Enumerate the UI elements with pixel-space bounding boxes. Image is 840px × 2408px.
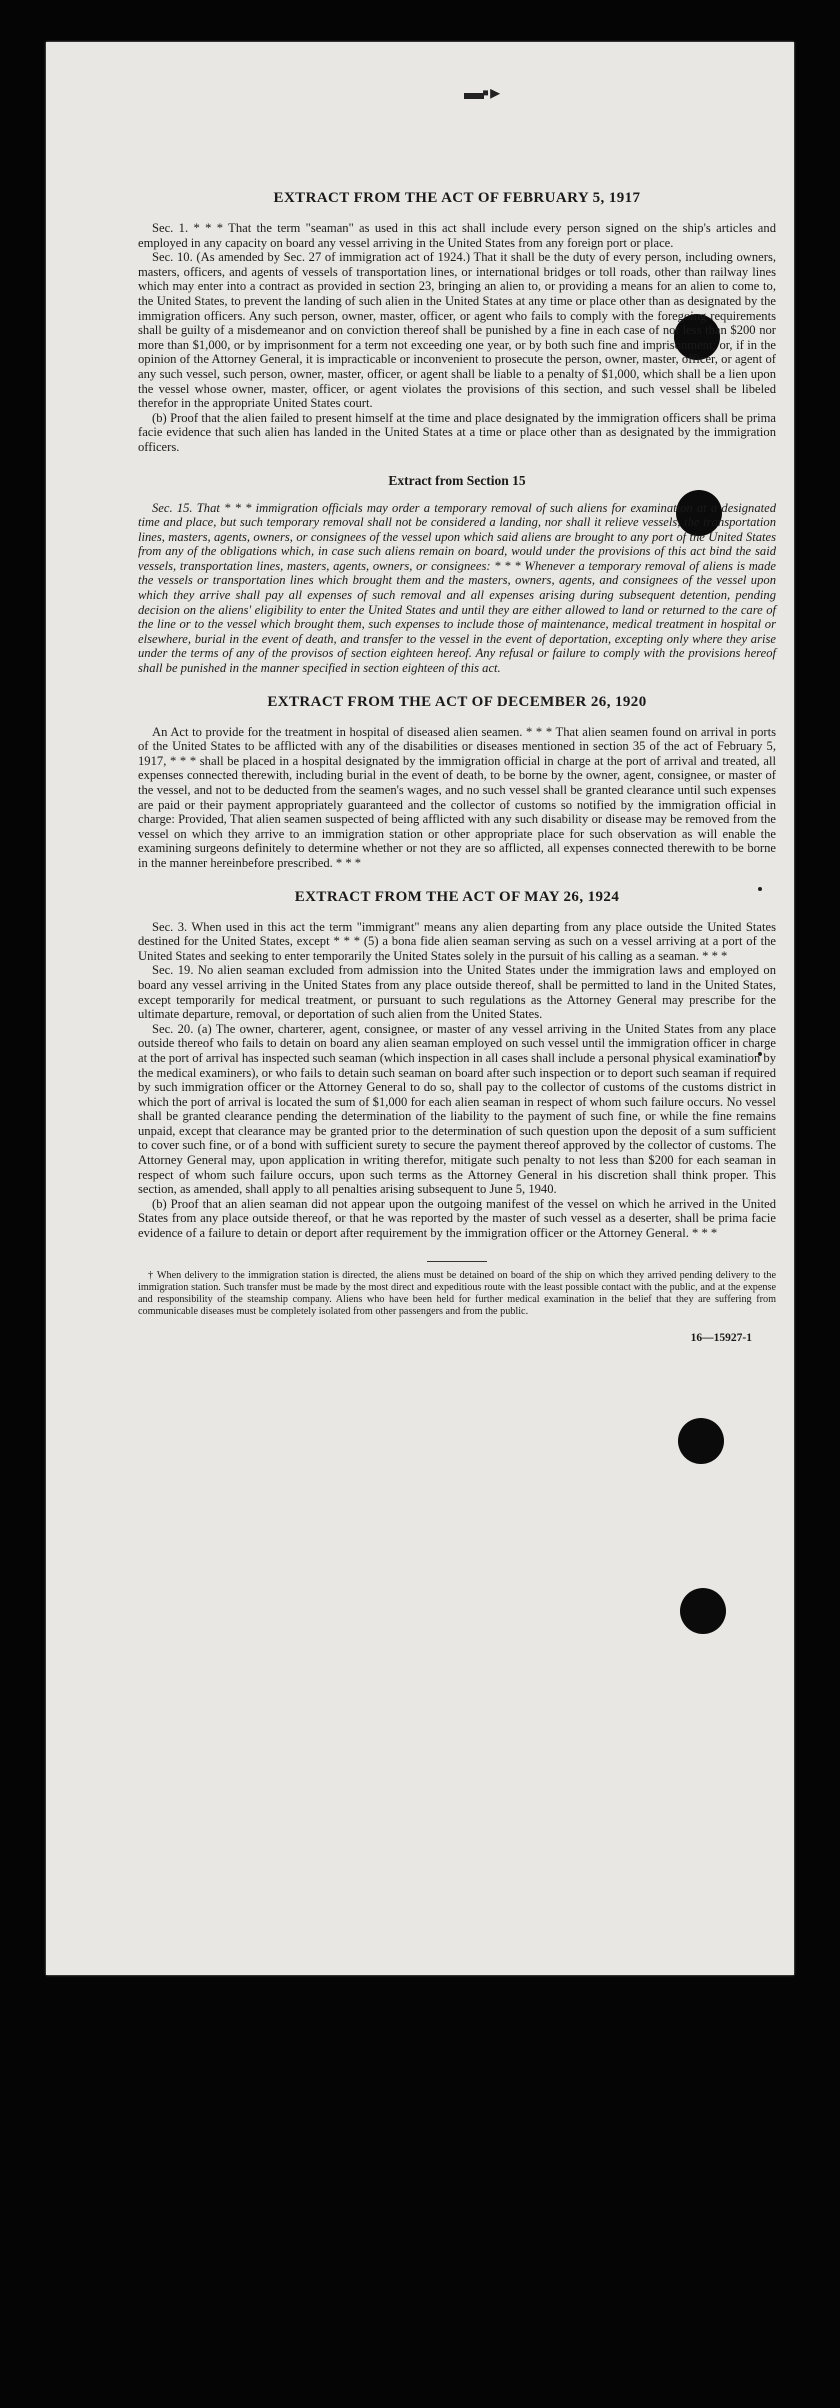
section-paragraph: (b) Proof that an alien seaman did not appear upon the outgoing manifest of the vessel on which he arrived in the United States from any place outside thereof, or that he was reported by the master of such vessel as a deserter, shall be prima facie evidence of a failure to detain or deport after requirement by the immigration officer or the Attorney General. * * * <box>138 1196 776 1241</box>
section-paragraph: An Act to provide for the treatment in hospital of diseased alien seamen. * * * That alien seamen found on arrival in ports of the United States to be afflicted with any of the disabilities or diseases mentioned in section 35 of the act of February 5, 1917, * * * shall be placed in a hospital designated by the immigration official in charge at the port of arrival and treated, all expenses connected therewith, including burial in the event of death, to be borne by the owner, agent, consignee, or master of the vessel, and not to be deducted from the seamen's wages, and no such vessel shall be granted clearance until such expenses are paid or their payment appropriately guaranteed and the collector of customs so notified by the immigration official in charge: Provided, That alien seamen suspected of being afflicted with any such disability or disease may be removed from the vessel on which they arrive to an immigration station or other appropriate place for such observation as will enable the examining surgeons definitely to determine whether or not they are so afflicted, all expenses connected therewith to be borne in the manner hereinbefore prescribed. * * * <box>138 724 776 870</box>
page-mark: ▬▪ ▸ <box>464 82 499 104</box>
section-heading: EXTRACT FROM THE ACT OF DECEMBER 26, 1920 <box>267 693 647 710</box>
section-paragraph: Sec. 3. When used in this act the term "immigrant" means any alien departing from any place outside the United States destined for the United States, except * * * (5) a bona fide alien seaman serving as such on a vessel arriving at a port of the United States and seeking to enter temporarily the United States solely in the pursuit of his calling as a seaman. * * * <box>138 919 776 963</box>
footnote-rule <box>427 1261 487 1262</box>
document-page <box>46 42 794 1975</box>
section-paragraph: Sec. 1. * * * That the term "seaman" as used in this act shall include every person signed on the ship's articles and employed in any capacity on board any vessel arriving in the United States from any foreign port or place. <box>138 221 776 250</box>
section-paragraph: Sec. 19. No alien seaman excluded from admission into the United States under the immigration laws and employed on board any vessel arriving in the United States from any place outside thereof, shall be permitted to land in the United States, except temporarily for medical treatment, or pursuant to such regulations as the Attorney General may prescribe for the ultimate departure, removal, or deportation of such alien from the United States. <box>138 963 776 1022</box>
punch-hole <box>680 1588 726 1634</box>
section-heading: Extract from Section 15 <box>388 472 526 488</box>
section-paragraph: Sec. 20. (a) The owner, charterer, agent, consignee, or master of any vessel arriving in the United States from any place outside thereof who fails to detain on board any alien seaman employed on such vessel until the immigration officer in charge at the port of arrival has inspected such seaman (which inspection in all cases shall include a personal physical examination by the medical examiners), or who fails to detain such seaman on board after such inspection or to deport such seaman if required by such immigration officer or the Attorney General to do so, shall pay to the collector of customs of the customs district in which the port of arrival is located the sum of $1,000 for each alien seaman in respect of whom such failure occurs. No vessel shall be granted clearance pending the determination of the liability to the payment of such fine, or while the fine remains unpaid, except that clearance may be granted prior to the determination of such question upon the deposit of a sum sufficient to cover such fine, or of a bond with sufficient surety to secure the payment thereof approved by the collector of customs. The Attorney General may, upon application in writing therefor, mitigate such penalty to not less than $200 for each seaman in respect of whom such failure occurs, upon such terms as the Attorney General in his discretion shall think proper. This section, as amended, shall apply to all penalties arising subsequent to June 5, 1940. <box>138 1021 776 1197</box>
section-paragraph: Sec. 10. (As amended by Sec. 27 of immigration act of 1924.) That it shall be the duty of every person, including owners, masters, officers, and agents of vessels of transportation lines, or international bridges or toll roads, other than railway lines which may enter into a contract as provided in section 23, bringing an alien to, or providing a means for an alien to come to, the United States, to prevent the landing of such alien in the United States at any time or place other than as designated by the immigration officers. Any such person, owner, master, officer, or agent who fails to comply with the foregoing requirements shall be guilty of a misdemeanor and on conviction thereof shall be punished by a fine in each case of not less than $200 nor more than $1,000, or by imprisonment for a term not exceeding one year, or by both such fine and imprisonment; or, if in the opinion of the Attorney General, it is impracticable or inconvenient to prosecute the person, owner, master, officer, or agent of any such vessel, such person, owner, master, officer, or agent shall be liable to a penalty of $1,000, which shall be a lien upon the vessel whose owner, master, officer, or agent violates the provisions of this section, and such vessel shall be libeled therefor in the appropriate United States court. <box>138 250 776 411</box>
section-heading: EXTRACT FROM THE ACT OF MAY 26, 1924 <box>294 888 620 905</box>
section-paragraph: Sec. 15. That * * * immigration officials may order a temporary removal of such aliens for examination at a designated time and place, but such temporary removal shall not be considered a landing, nor shall it relieve vessels, the transportation lines, masters, agents, owners, or consignees of the vessel upon which said aliens are brought to any port of the United States from any of the obligations which, in case such aliens remain on board, would under the provisions of this act bind the said vessels, transportation lines, masters, agents, owners, or consignees: * * * Whenever a temporary removal of aliens is made the vessels or transportation lines which brought them and the masters, owners, agents, and consignees of the vessel upon which they arrive shall pay all expenses of such removal and all expenses arising during subsequent detention, pending decision on the aliens' eligibility to enter the United States and until they are either allowed to land or returned to the care of the line or to the vessel which brought them, such expenses to include those of maintenance, medical treatment in hospital or elsewhere, burial in the event of death, and transfer to the vessel in the event of deportation, excepting only where they arise under the terms of any of the provisos of section eighteen hereof. Any refusal or failure to comply with the provisions hereof shall be punished in the manner specified in section eighteen of this act. <box>138 500 776 676</box>
punch-hole <box>678 1418 724 1464</box>
document-content <box>138 190 776 1344</box>
section-heading: EXTRACT FROM THE ACT OF FEBRUARY 5, 1917 <box>273 190 641 206</box>
section-paragraph: (b) Proof that the alien failed to present himself at the time and place designated by the immigration officers shall be prima facie evidence that such alien has landed in the United States at a time or place other than as designated by the immigration officers. <box>138 410 776 454</box>
form-number: 16—15927-1 <box>690 1331 752 1344</box>
footnote: † When delivery to the immigration station is directed, the aliens must be detained on board of the ship on which they arrived pending delivery to the immigration station. Such transfer must be made by the most direct and expeditious route with the least possible contact with the public, and at the expense and responsibility of the steamship company. Aliens who have been held for further medical examination in the belief that they are suffering from communicable diseases must be completely isolated from other passengers and from the public. <box>138 1269 776 1317</box>
